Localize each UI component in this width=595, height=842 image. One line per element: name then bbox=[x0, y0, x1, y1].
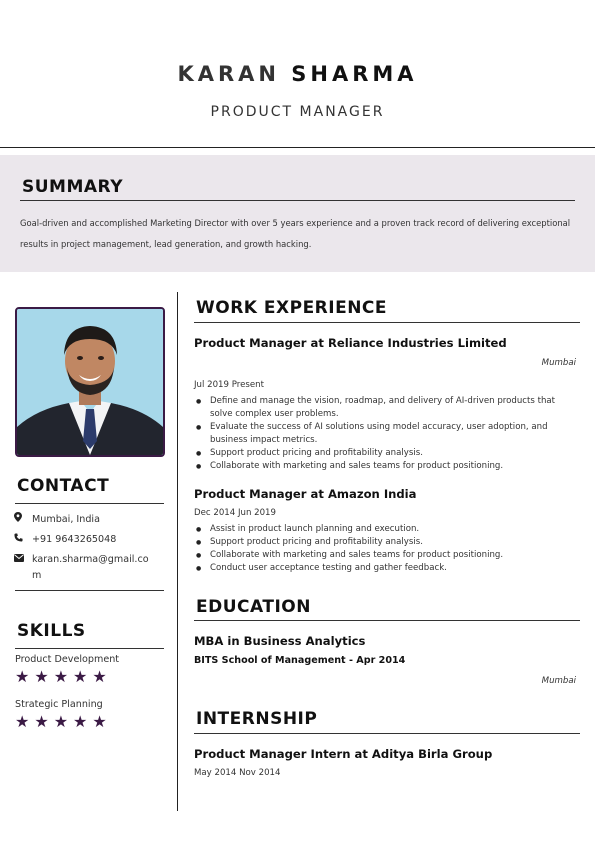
contact-phone-text: +91 9643265048 bbox=[32, 534, 117, 545]
summary-section bbox=[0, 155, 595, 272]
star-icon: ★ bbox=[73, 667, 93, 686]
contact-location-text: Mumbai, India bbox=[32, 514, 100, 525]
star-icon: ★ bbox=[53, 667, 74, 686]
skills-divider bbox=[15, 648, 164, 649]
internship-role: Product Manager Intern at Aditya Birla Group bbox=[194, 747, 493, 761]
contact-email bbox=[14, 552, 157, 584]
header-divider bbox=[0, 147, 595, 148]
skill-name: Product Development bbox=[15, 654, 120, 665]
list-item: ● Support product pricing and profitability analysis. bbox=[194, 536, 580, 549]
job-bullets bbox=[194, 523, 580, 575]
portrait-illustration bbox=[17, 309, 163, 455]
last-name: SHARMA bbox=[291, 62, 418, 86]
list-item: ● Conduct user acceptance testing and gather feedback. bbox=[194, 562, 580, 575]
job-role: PRODUCT MANAGER bbox=[210, 104, 385, 120]
star-icon: ★ bbox=[73, 712, 93, 731]
education-degree: MBA in Business Analytics bbox=[194, 634, 366, 648]
star-icon: ★ bbox=[15, 712, 35, 731]
star-icon: ★ bbox=[34, 712, 54, 731]
list-item: ● Evaluate the success of AI solutions using model accuracy, user adoption, and business impact metrics. bbox=[194, 421, 580, 447]
contact-divider bbox=[15, 503, 164, 504]
job-title: Product Manager at Amazon India bbox=[194, 487, 417, 501]
list-item: ● Support product pricing and profitability analysis. bbox=[194, 447, 580, 460]
internship-title: INTERNSHIP bbox=[196, 709, 318, 729]
skills-title: SKILLS bbox=[17, 621, 86, 641]
first-name: KARAN bbox=[177, 62, 280, 86]
star-icon: ★ bbox=[34, 667, 54, 686]
star-icon: ★ bbox=[15, 667, 35, 686]
candidate-name bbox=[0, 62, 595, 86]
profile-photo bbox=[15, 307, 165, 457]
resume-header bbox=[0, 0, 595, 148]
work-experience-title: WORK EXPERIENCE bbox=[196, 298, 388, 318]
job-dates: Dec 2014 Jun 2019 bbox=[194, 508, 276, 518]
phone-icon bbox=[14, 532, 32, 548]
list-item: ● Collaborate with marketing and sales teams for product positioning. bbox=[194, 549, 580, 562]
skill-rating-stars bbox=[15, 667, 112, 686]
skill-name: Strategic Planning bbox=[15, 699, 103, 710]
summary-text: Goal-driven and accomplished Marketing Director with over 5 years experience and a proven track record of delivering exceptional results in project management, lead generation, and growth hacking. bbox=[20, 218, 571, 249]
skill-rating-stars bbox=[15, 712, 112, 731]
summary-divider bbox=[20, 200, 575, 201]
internship-dates: May 2014 Nov 2014 bbox=[194, 768, 281, 778]
list-item: ● Define and manage the vision, roadmap, and delivery of AI-driven products that solve complex user problems. bbox=[194, 395, 580, 421]
job-dates: Jul 2019 Present bbox=[194, 380, 264, 390]
job-title: Product Manager at Reliance Industries Limited bbox=[194, 336, 507, 350]
envelope-icon bbox=[14, 552, 32, 584]
location-pin-icon bbox=[14, 512, 32, 528]
contact-title: CONTACT bbox=[17, 476, 110, 496]
work-experience-divider bbox=[194, 322, 580, 323]
summary-title: SUMMARY bbox=[22, 177, 124, 197]
education-location: Mumbai bbox=[541, 676, 576, 686]
job-location: Mumbai bbox=[541, 358, 576, 368]
education-title: EDUCATION bbox=[196, 597, 311, 617]
job-bullets bbox=[194, 395, 580, 473]
star-icon: ★ bbox=[92, 712, 112, 731]
contact-phone bbox=[14, 532, 157, 548]
education-divider bbox=[194, 620, 580, 621]
star-icon: ★ bbox=[92, 667, 112, 686]
star-icon: ★ bbox=[53, 712, 74, 731]
list-item: ● Assist in product launch planning and execution. bbox=[194, 523, 580, 536]
column-divider bbox=[177, 292, 178, 811]
contact-location bbox=[14, 512, 157, 528]
internship-divider bbox=[194, 733, 580, 734]
contact-bottom-divider bbox=[15, 590, 164, 591]
contact-email-text[interactable]: karan.sharma@gmail.com bbox=[32, 554, 149, 581]
list-item: ● Collaborate with marketing and sales teams for product positioning. bbox=[194, 460, 580, 473]
education-school: BITS School of Management - Apr 2014 bbox=[194, 655, 406, 666]
